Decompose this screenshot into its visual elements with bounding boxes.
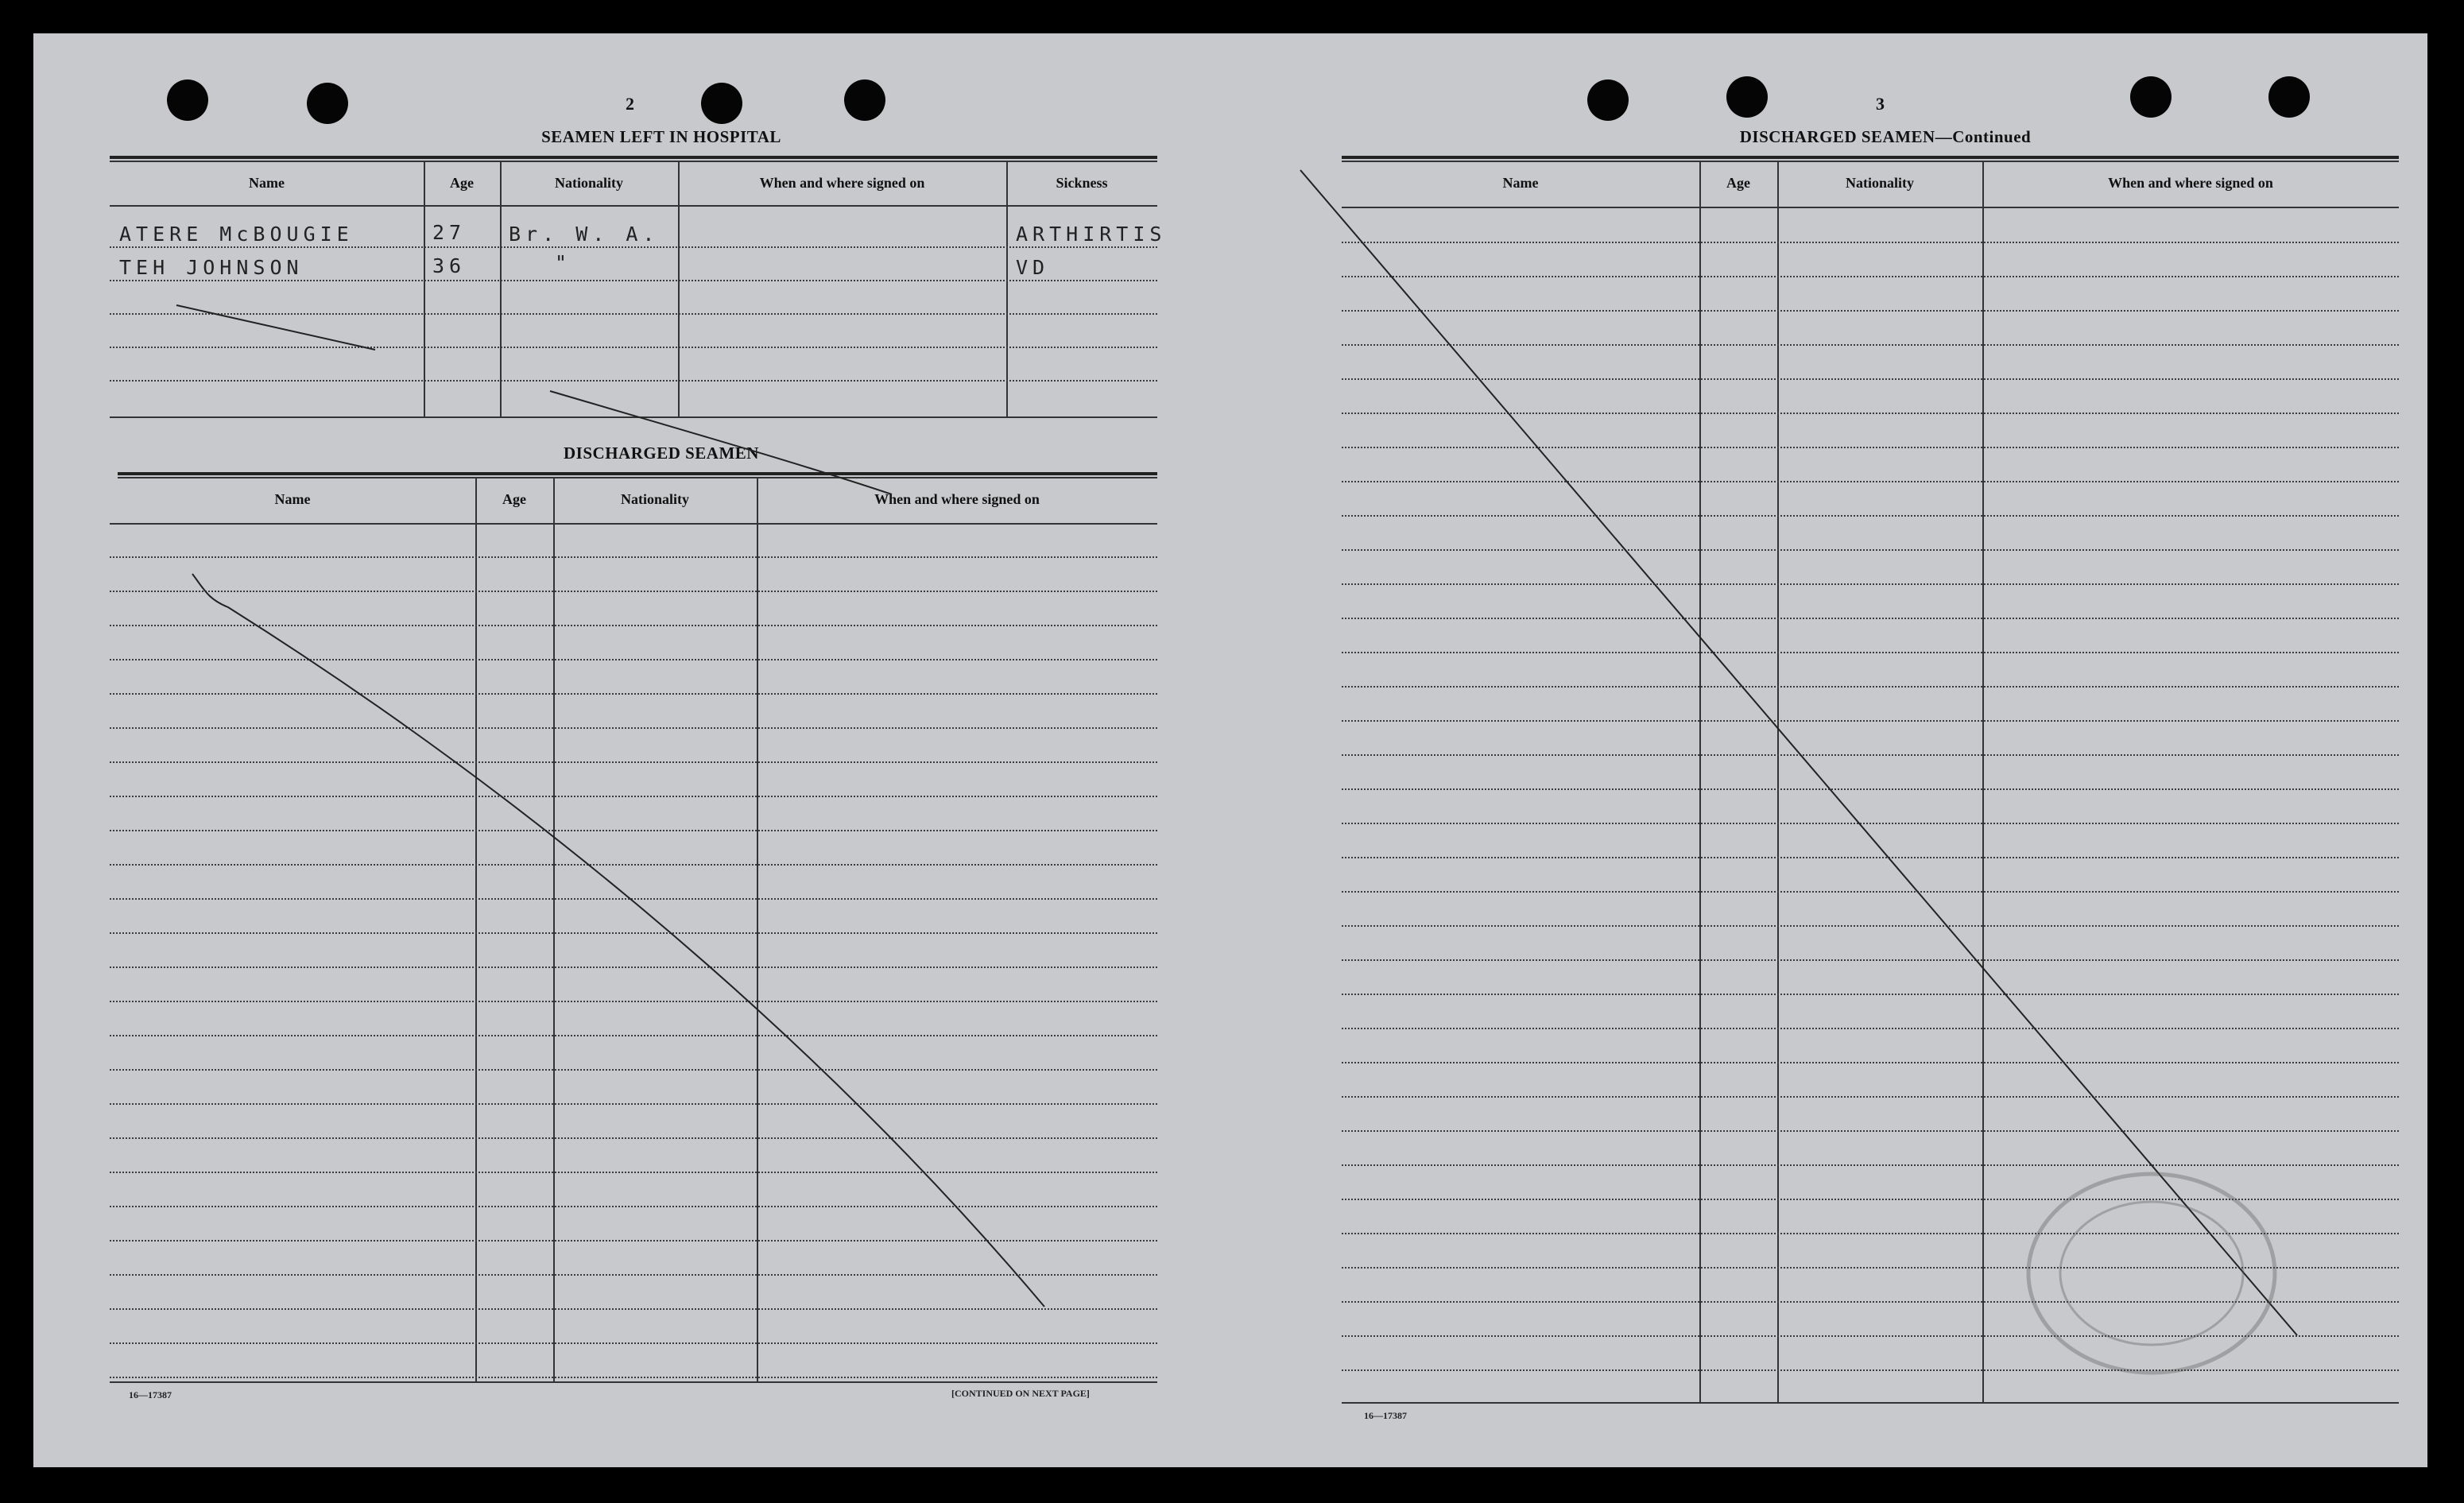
- document-sheet: [33, 33, 2427, 1467]
- hospital-row-2-sickness: VD: [1016, 256, 1050, 279]
- page-number: 3: [1876, 94, 1885, 114]
- hospital-row-1-nationality: Br. W. A.: [509, 223, 660, 246]
- left-page: [33, 33, 1218, 1467]
- column-header-signed-on: When and where signed on: [874, 491, 1040, 507]
- column-header-name: Name: [274, 491, 311, 507]
- column-header-signed-on: When and where signed on: [759, 175, 925, 191]
- hospital-row-2-age: 36: [432, 254, 467, 277]
- hospital-section-title: SEAMEN LEFT IN HOSPITAL: [541, 127, 781, 146]
- page-number: 2: [626, 94, 634, 114]
- hospital-row-1-name: ATERE McBOUGIE: [119, 223, 354, 246]
- column-header-nationality: Nationality: [620, 491, 689, 507]
- cancellation-strokes: [33, 33, 1218, 1467]
- hospital-row-1-age: 27: [432, 221, 467, 244]
- hospital-row-2-nationality: ": [555, 251, 572, 274]
- column-header-age: Age: [450, 175, 474, 191]
- form-number: 16—17387: [129, 1389, 172, 1400]
- column-header-sickness: Sickness: [1056, 175, 1108, 191]
- column-header-name: Name: [1502, 175, 1539, 191]
- cancel-stroke: [1300, 170, 2297, 1335]
- column-header-name: Name: [249, 175, 285, 191]
- column-header-age: Age: [502, 491, 526, 507]
- cancel-stroke: [176, 305, 375, 350]
- discharged-section-title: DISCHARGED SEAMEN: [564, 444, 759, 463]
- hospital-row-1-sickness: ARTHIRTIS: [1016, 223, 1167, 246]
- column-header-signed-on: When and where signed on: [2108, 175, 2273, 191]
- column-header-nationality: Nationality: [1845, 175, 1914, 191]
- column-header-age: Age: [1726, 175, 1750, 191]
- discharged-continued-title: DISCHARGED SEAMEN—Continued: [1739, 127, 2032, 146]
- cancel-stroke: [550, 391, 892, 494]
- right-page: [1297, 33, 2426, 1467]
- rubber-stamp: [2028, 1174, 2275, 1373]
- continued-note: [CONTINUED ON NEXT PAGE]: [951, 1388, 1090, 1399]
- column-header-nationality: Nationality: [554, 175, 623, 191]
- hospital-row-2-name: TEH JOHNSON: [119, 256, 304, 279]
- cancel-stroke: [192, 574, 1044, 1307]
- form-number: 16—17387: [1364, 1410, 1407, 1421]
- page-overlays: [1297, 33, 2426, 1467]
